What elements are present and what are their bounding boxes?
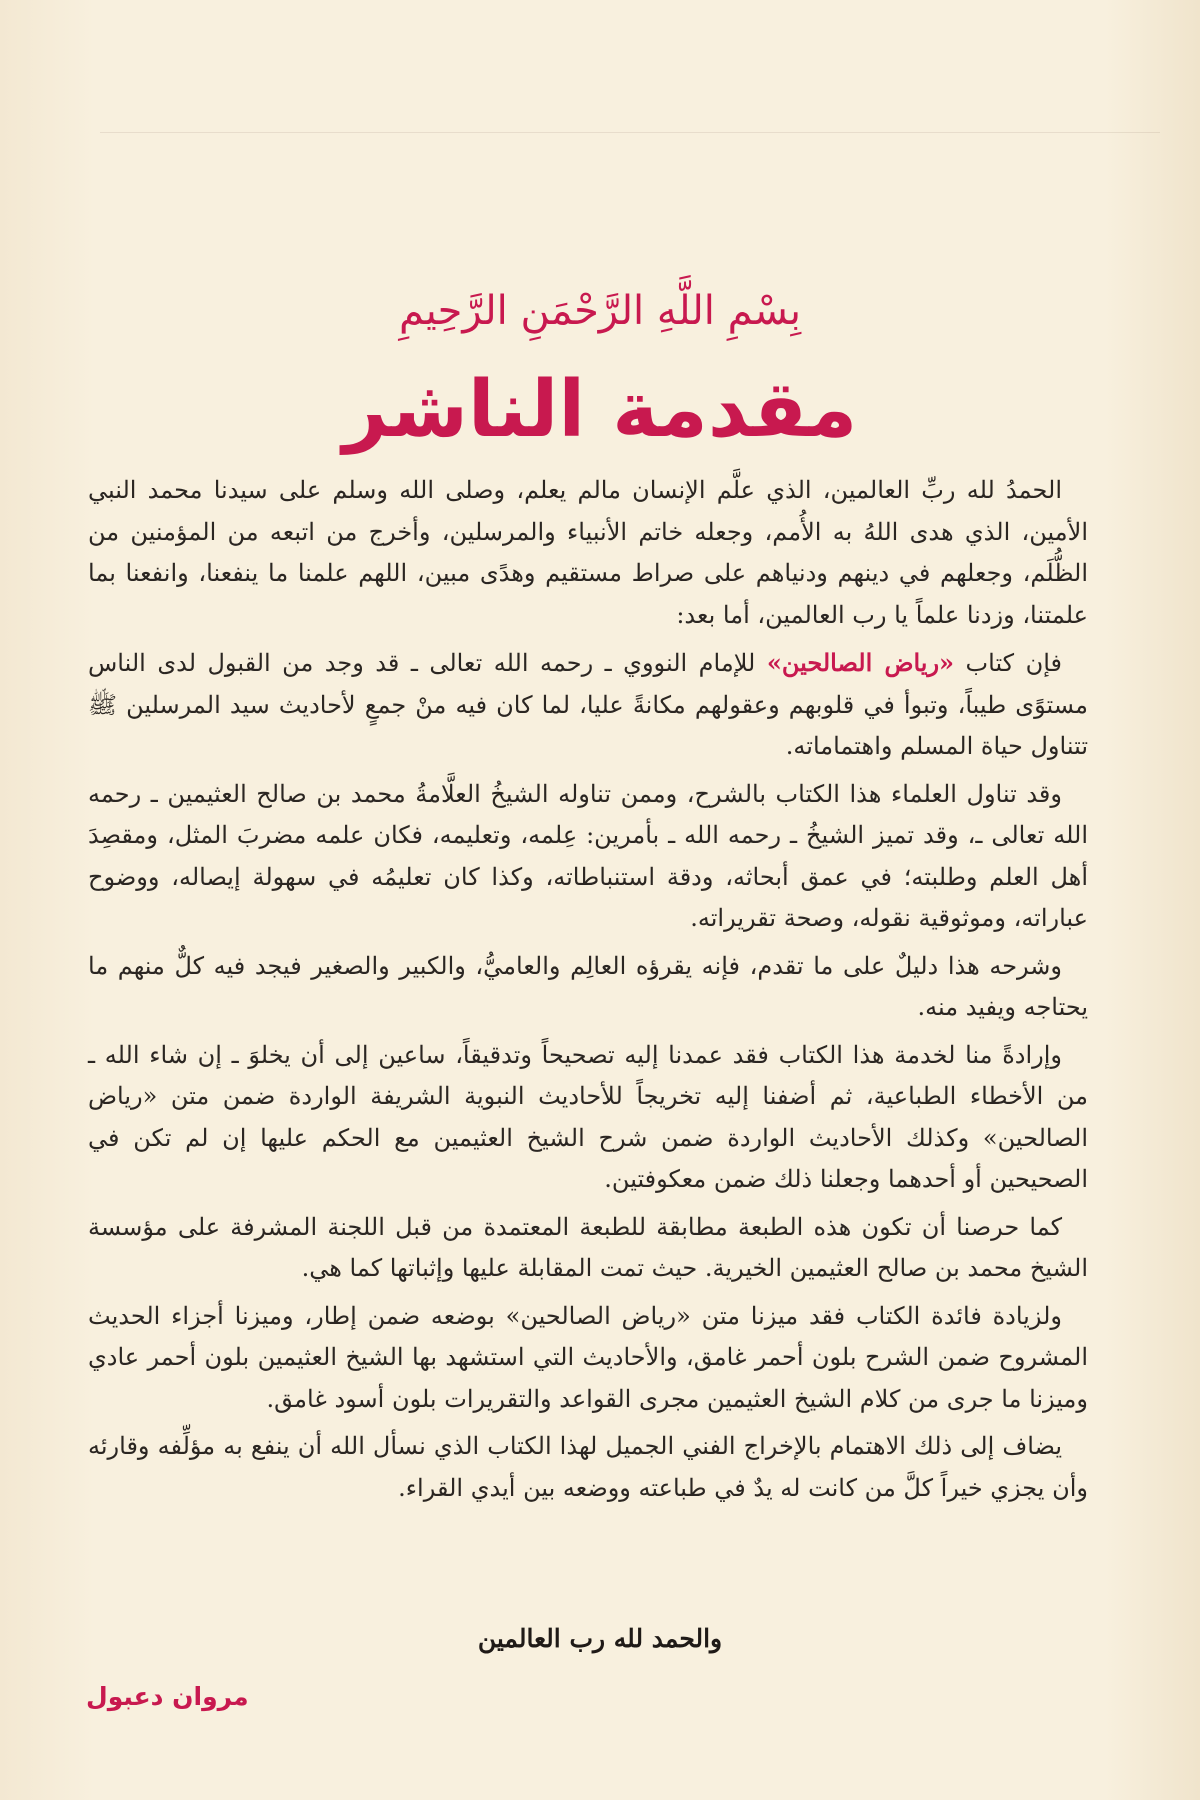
publisher-signature: مروان دعبول: [86, 1682, 249, 1711]
paragraph-4: وشرحه هذا دليلٌ على ما تقدم، فإنه يقرؤه العالِم والعاميُّ، والكبير والصغير فيجد فيه كلٌّ منهم ما يحتاجه ويفيد منه.: [88, 951, 1088, 1021]
paragraph-3: وقد تناول العلماء هذا الكتاب بالشرح، وممن تناوله الشيخُ العلَّامةُ محمد بن صالح العثيمين ـ رحمه الله تعالى ـ، وقد تميز الشيخُ ـ رحمه الله ـ بأمرين: عِلمه، وتعليمه، فكان علمه مضربَ المثل، ومقصِدَ أهل العلم وطلبته؛ في عمق أبحاثه، ودقة استنباطاته، وكذا كان تعليمُه في سهولة إيصاله، ووضوح عباراته، وموثوقية نقوله، وصحة تقريراته.: [88, 779, 1088, 932]
paragraph-2-start: فإن كتاب: [954, 649, 1062, 677]
paragraph-2-rest: للإمام النووي ـ رحمه الله تعالى ـ قد وجد من القبول لدى الناس مستوًى طيباً، وتبوأ في قلوبهم وعقولهم مكانةً عليا، لما كان فيه منْ جمعٍ لأحاديث سيد المرسلين ﷺ تتناول حياة المسلم واهتماماته.: [88, 649, 1088, 760]
page-title: مقدمة الناشر: [342, 365, 858, 455]
paragraph-7: ولزيادة فائدة الكتاب فقد ميزنا متن «رياض الصالحين» بوضعه ضمن إطار، وميزنا أجزاء الحديث المشروح ضمن الشرح بلون أحمر غامق، والأحاديث التي استشهد بها الشيخ العثيمين بلون أحمر عادي وميزنا ما جرى من كلام الشيخ العثيمين مجرى القواعد والتقريرات بلون أسود غامق.: [88, 1301, 1088, 1413]
closing-praise: والحمد لله رب العالمين: [477, 1624, 723, 1653]
paragraph-2: [88, 642, 1088, 768]
paragraph-6: كما حرصنا أن تكون هذه الطبعة مطابقة للطبعة المعتمدة من قبل اللجنة المشرفة على مؤسسة الشيخ محمد بن صالح العثيمين الخيرية. حيث تمت المقابلة عليها وإثباتها كما هي.: [88, 1212, 1088, 1282]
paragraph-8: يضاف إلى ذلك الاهتمام بالإخراج الفني الجميل لهذا الكتاب الذي نسأل الله أن ينفع به مؤلِّفه وقارئه وأن يجزي خيراً كلَّ من كانت له يدٌ في طباعته ووضعه بين أيدي القراء.: [88, 1432, 1088, 1502]
paragraph-5: وإرادةً منا لخدمة هذا الكتاب فقد عمدنا إليه تصحيحاً وتدقيقاً، ساعين إلى أن يخلوَ ـ إن شاء الله ـ من الأخطاء الطباعية، ثم أضفنا إليه تخريجاً للأحاديث النبوية الشريفة الواردة ضمن متن «رياض الصالحين» وكذلك الأحاديث الواردة ضمن شرح الشيخ العثيمين مع الحكم عليها إن لم تكن في الصحيحين أو أحدهما وجعلنا ذلك ضمن معكوفتين.: [88, 1040, 1088, 1193]
show-through-rule: [100, 132, 1160, 133]
basmala: بِسْمِ اللَّهِ الرَّحْمَنِ الرَّحِيمِ: [398, 288, 802, 334]
paragraph-1: الحمدُ لله ربِّ العالمين، الذي علَّم الإنسان مالم يعلم، وصلى الله وسلم على سيدنا محمد النبي الأمين، الذي هدى اللهُ به الأُمم، وجعله خاتم الأنبياء والمرسلين، وأخرج من اتبعه من المؤمنين من الظُّلَم، وجعلهم في دينهم ودنياهم على صراط مستقيم وهدًى مبين، اللهم علمنا ما ينفعنا، وانفعنا بما علمتنا، وزدنا علماً يا رب العالمين، أما بعد:: [88, 476, 1088, 629]
preface-body: [88, 470, 1088, 1509]
book-title-highlight: «رياض الصالحين»: [766, 648, 955, 677]
